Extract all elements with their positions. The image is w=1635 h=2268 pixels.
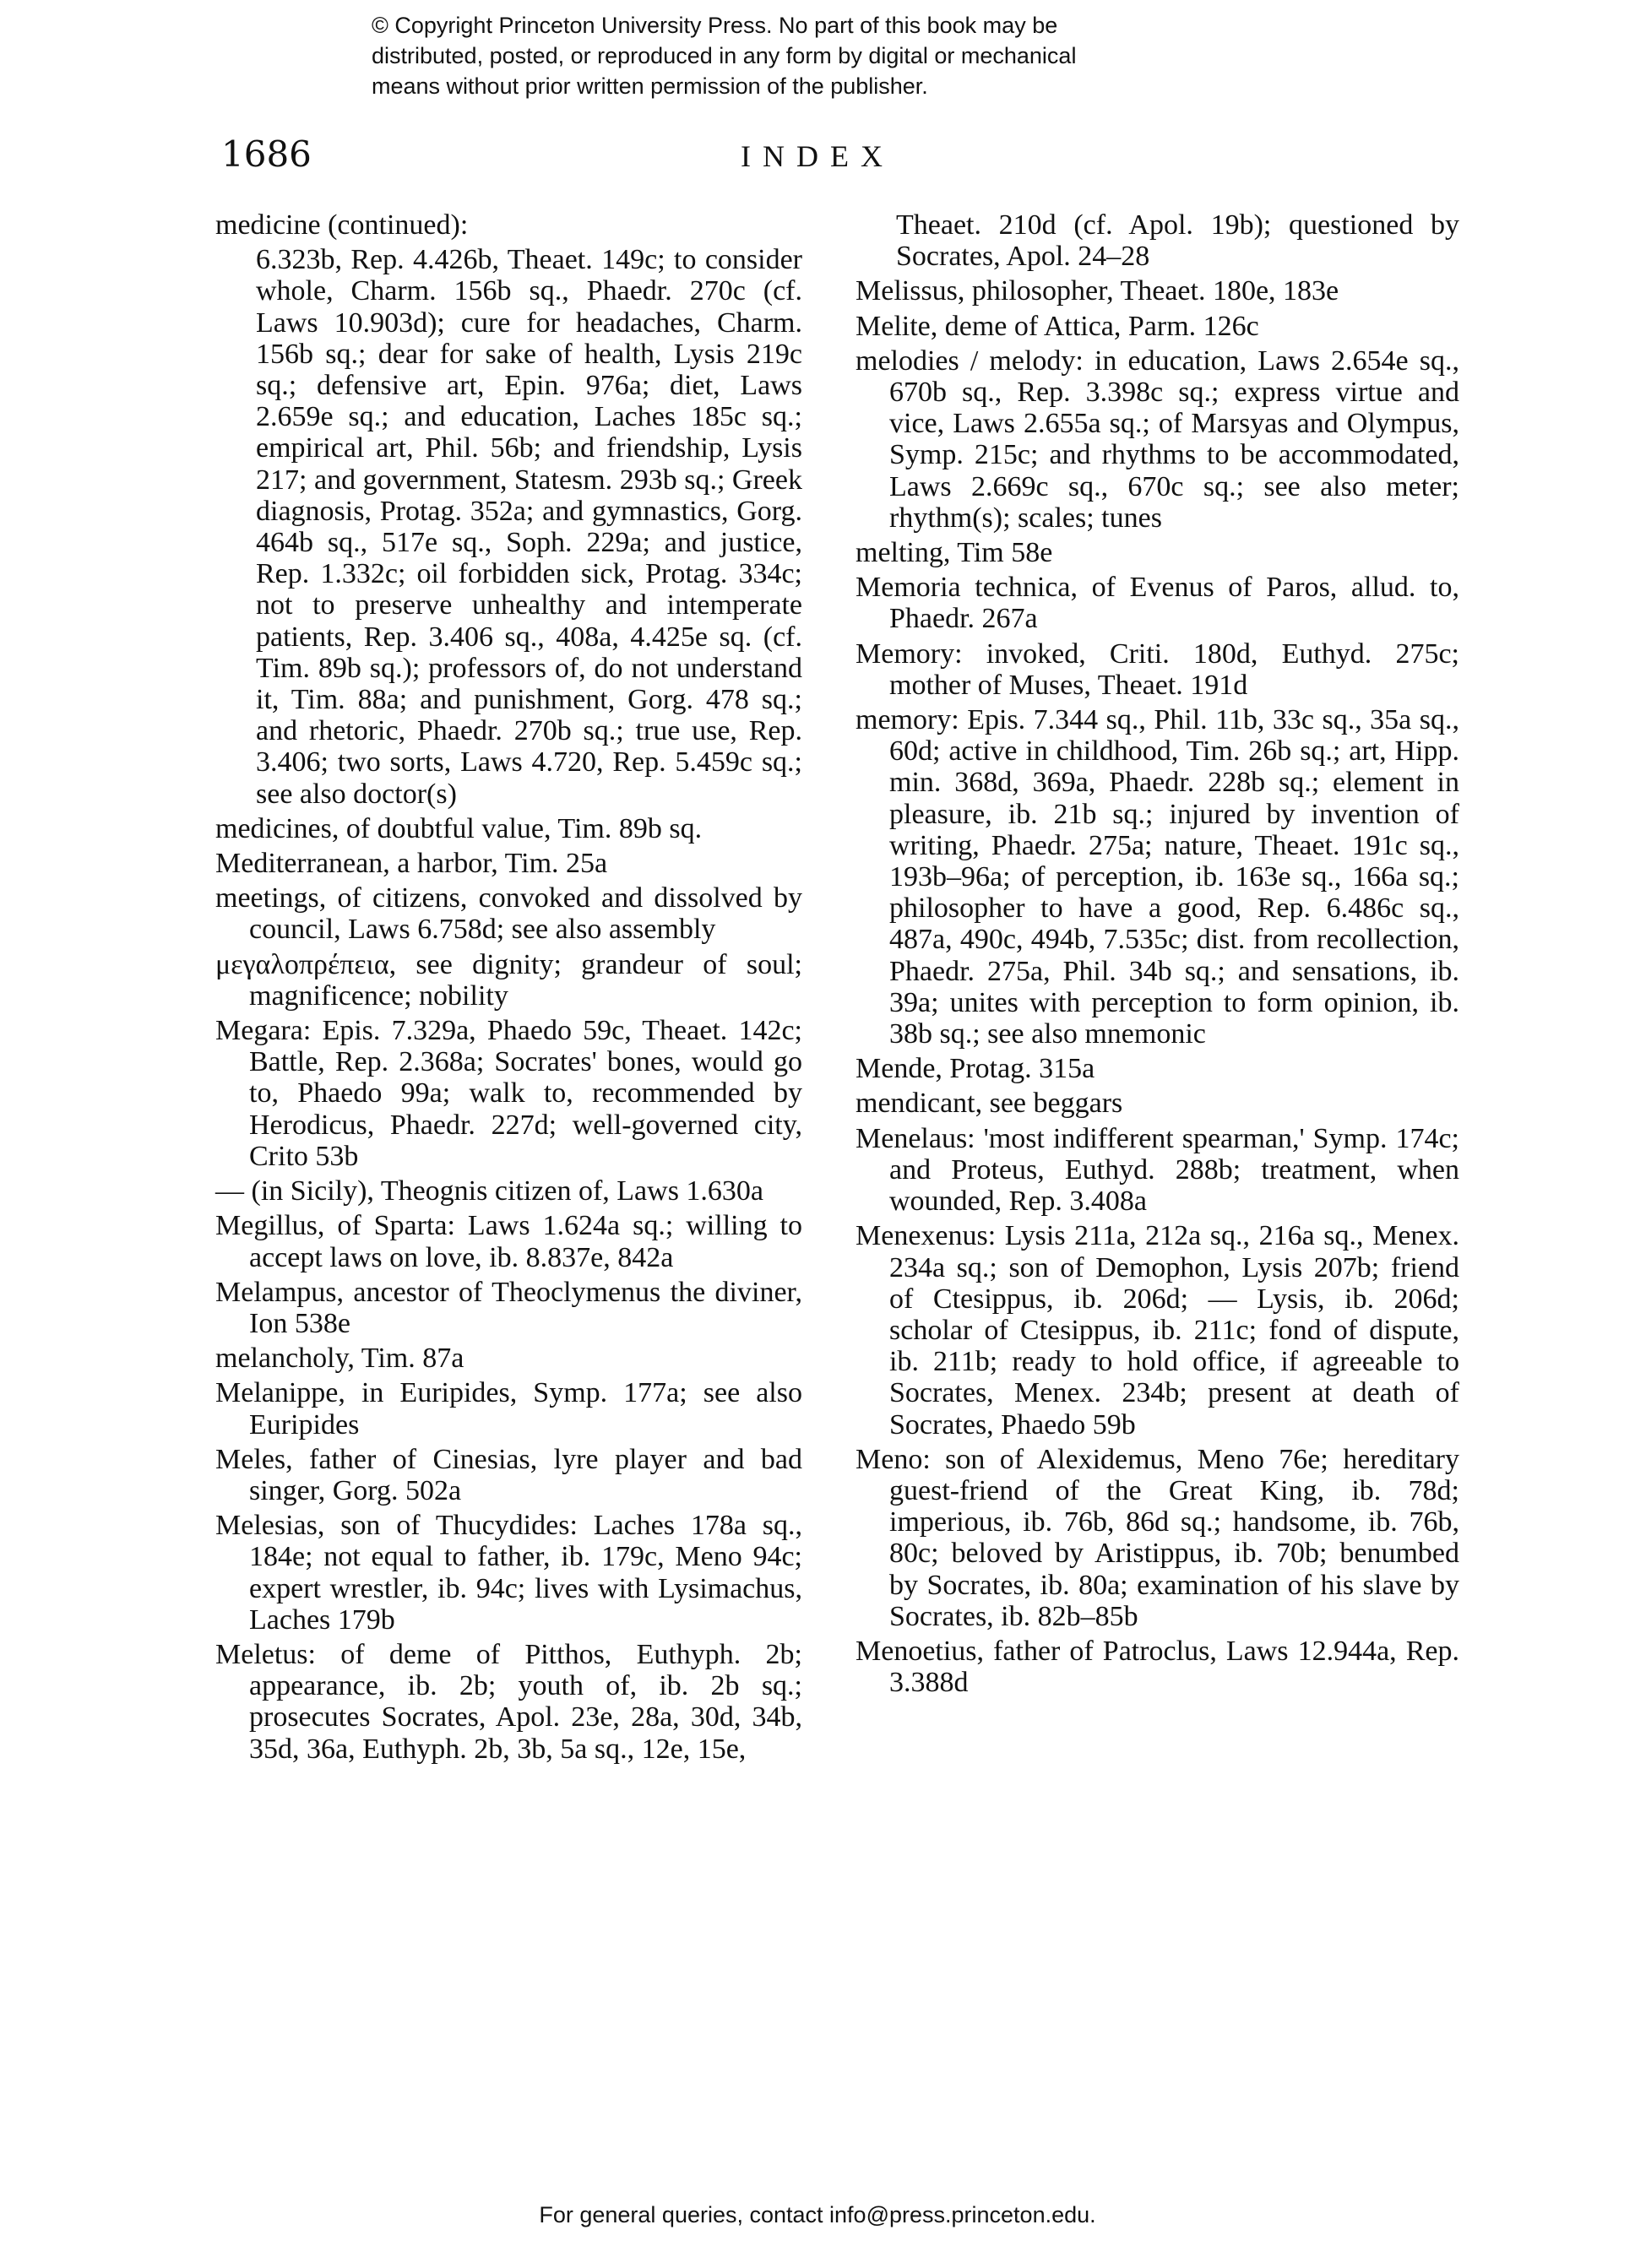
index-entry: melting, Tim 58e — [856, 537, 1053, 569]
index-entry: melodies / melody: in education, Laws 2.654e sq., 670b sq., Rep. 3.398c sq.; express virtue and vice, Laws 2.655a sq.; of Marsyas and Olympus, Symp. 215c; and rhythms to be accommodated, Laws 2.669c sq., 670c sq.; see also meter; rhythm(s); scales; tunes — [856, 345, 1459, 534]
index-entry: Memoria technica, of Evenus of Paros, allud. to, Phaedr. 267a — [856, 572, 1459, 635]
index-entry: melancholy, Tim. 87a — [215, 1343, 464, 1375]
copyright-line: distributed, posted, or reproduced in any form by digital or mechanical — [372, 43, 1077, 68]
index-entry: medicine (continued): — [215, 209, 469, 241]
index-entry: Megillus, of Sparta: Laws 1.624a sq.; willing to accept laws on love, ib. 8.837e, 842a — [215, 1210, 802, 1273]
page-number: 1686 — [221, 133, 312, 175]
index-entry: memory: Epis. 7.344 sq., Phil. 11b, 33c sq., 35a sq., 60d; active in childhood, Tim. 26b sq.; art, Hipp. min. 368d, 369a, Phaedr. 228b sq.; element in pleasure, ib. 21b sq.; injured by invention of writing, Phaedr. 275a; nature, Theaet. 191c sq., 193b–96a; of perception, ib. 163e sq., 166a sq.; philosopher to have a good, Rep. 6.486c sq., 487a, 490c, 494b, 7.535c; dist. from recollection, Phaedr. 275a, Phil. 34b sq.; and sensations, ib. 39a; unites with perception to form opinion, ib. 38b sq.; see also mnemonic — [856, 704, 1459, 1050]
index-entry: Mende, Protag. 315a — [856, 1053, 1095, 1085]
index-entry: Melanippe, in Euripides, Symp. 177a; see also Euripides — [215, 1377, 802, 1441]
footer-contact: For general queries, contact info@press.princeton.edu. — [539, 2202, 1096, 2227]
index-entry: Mediterranean, a harbor, Tim. 25a — [215, 848, 608, 880]
index-entry: Melissus, philosopher, Theaet. 180e, 183e — [856, 275, 1339, 307]
index-entry: Melesias, son of Thucydides: Laches 178a sq., 184e; not equal to father, ib. 179c, Meno 94c; expert wrestler, ib. 94c; lives with Lysimachus, Laches 179b — [215, 1510, 802, 1636]
index-entry: medicines, of doubtful value, Tim. 89b sq. — [215, 812, 703, 844]
index-entry-continuation: 6.323b, Rep. 4.426b, Theaet. 149c; to consider whole, Charm. 156b sq., Phaedr. 270c (cf. Laws 10.903d); cure for headaches, Charm. 156b sq.; dear for sake of health, Lysis 219c sq.; defensive art, Epin. 976a; diet, Laws 2.659e sq.; and education, Laches 185c sq.; empirical art, Phil. 56b; and friendship, Lysis 217; and government, Statesm. 293b sq.; Greek diagnosis, Protag. 352a; and gymnastics, Gorg. 464b sq., 517e sq., Soph. 229a; and justice, Rep. 1.332c; oil forbidden sick, Protag. 334c; not to preserve unhealthy and intemperate patients, Rep. 3.406 sq., 408a, 4.425e sq. (cf. Tim. 89b sq.); professors of, do not understand it, Tim. 88a; and punishment, Gorg. 478 sq.; and rhetoric, Phaedr. 270b sq.; true use, Rep. 3.406; two sorts, Laws 4.720, Rep. 5.459c sq.; see also doctor(s) — [256, 244, 802, 810]
index-entry: Memory: invoked, Criti. 180d, Euthyd. 275c; mother of Muses, Theaet. 191d — [856, 638, 1459, 701]
index-entry: Meles, father of Cinesias, lyre player and bad singer, Gorg. 502a — [215, 1443, 802, 1506]
index-entry: Menexenus: Lysis 211a, 212a sq., 216a sq., Menex. 234a sq.; son of Demophon, Lysis 207b; friend of Ctesippus, ib. 206d; — Lysis, ib. 206d; scholar of Ctesippus, ib. 211c; fond of dispute, ib. 211b; ready to hold office, if agreeable to Socrates, Menex. 234b; present at death of Socrates, Phaedo 59b — [856, 1220, 1459, 1441]
index-entry: Menelaus: 'most indifferent spearman,' Symp. 174c; and Proteus, Euthyd. 288b; treatment, when wounded, Rep. 3.408a — [856, 1122, 1459, 1218]
index-entry: Melite, deme of Attica, Parm. 126c — [856, 310, 1259, 342]
running-head: INDEX — [741, 139, 894, 173]
copyright-notice — [372, 10, 1216, 101]
copyright-line: © Copyright Princeton University Press. No part of this book may be — [372, 13, 1058, 38]
right-column — [856, 209, 1459, 1701]
index-entry: Melampus, ancestor of Theoclymenus the diviner, Ion 538e — [215, 1276, 802, 1339]
index-entry: — (in Sicily), Theognis citizen of, Laws 1.630a — [215, 1175, 764, 1207]
index-entry: Megara: Epis. 7.329a, Phaedo 59c, Theaet. 142c; Battle, Rep. 2.368a; Socrates' bones, would go to, Phaedo 99a; walk to, recommended by Herodicus, Phaedr. 227d; well-governed city, Crito 53b — [215, 1015, 802, 1172]
index-entry: Menoetius, father of Patroclus, Laws 12.944a, Rep. 3.388d — [856, 1635, 1459, 1699]
copyright-line: means without prior written permission of the publisher. — [372, 73, 928, 99]
index-entry: meetings, of citizens, convoked and dissolved by council, Laws 6.758d; see also assembly — [215, 882, 802, 946]
index-entry: mendicant, see beggars — [856, 1088, 1123, 1120]
index-entry: Meletus: of deme of Pitthos, Euthyph. 2b; appearance, ib. 2b; youth of, ib. 2b sq.; prosecutes Socrates, Apol. 23e, 28a, 30d, 34b, 35d, 36a, Euthyph. 2b, 3b, 5a sq., 12e, 15e, — [215, 1638, 802, 1765]
left-column — [215, 209, 802, 1768]
index-entry: Meno: son of Alexidemus, Meno 76e; hereditary guest-friend of the Great King, ib. 78d; imperious, ib. 76b, 86d sq.; handsome, ib. 76b, 80c; beloved by Aristippus, ib. 70b; benumbed by Socrates, ib. 80a; examination of his slave by Socrates, ib. 82b–85b — [856, 1443, 1459, 1632]
index-entry-continuation: Theaet. 210d (cf. Apol. 19b); questioned by Socrates, Apol. 24–28 — [896, 209, 1459, 273]
index-entry: μεγαλοπρέπεια, see dignity; grandeur of soul; magnificence; nobility — [215, 948, 802, 1012]
